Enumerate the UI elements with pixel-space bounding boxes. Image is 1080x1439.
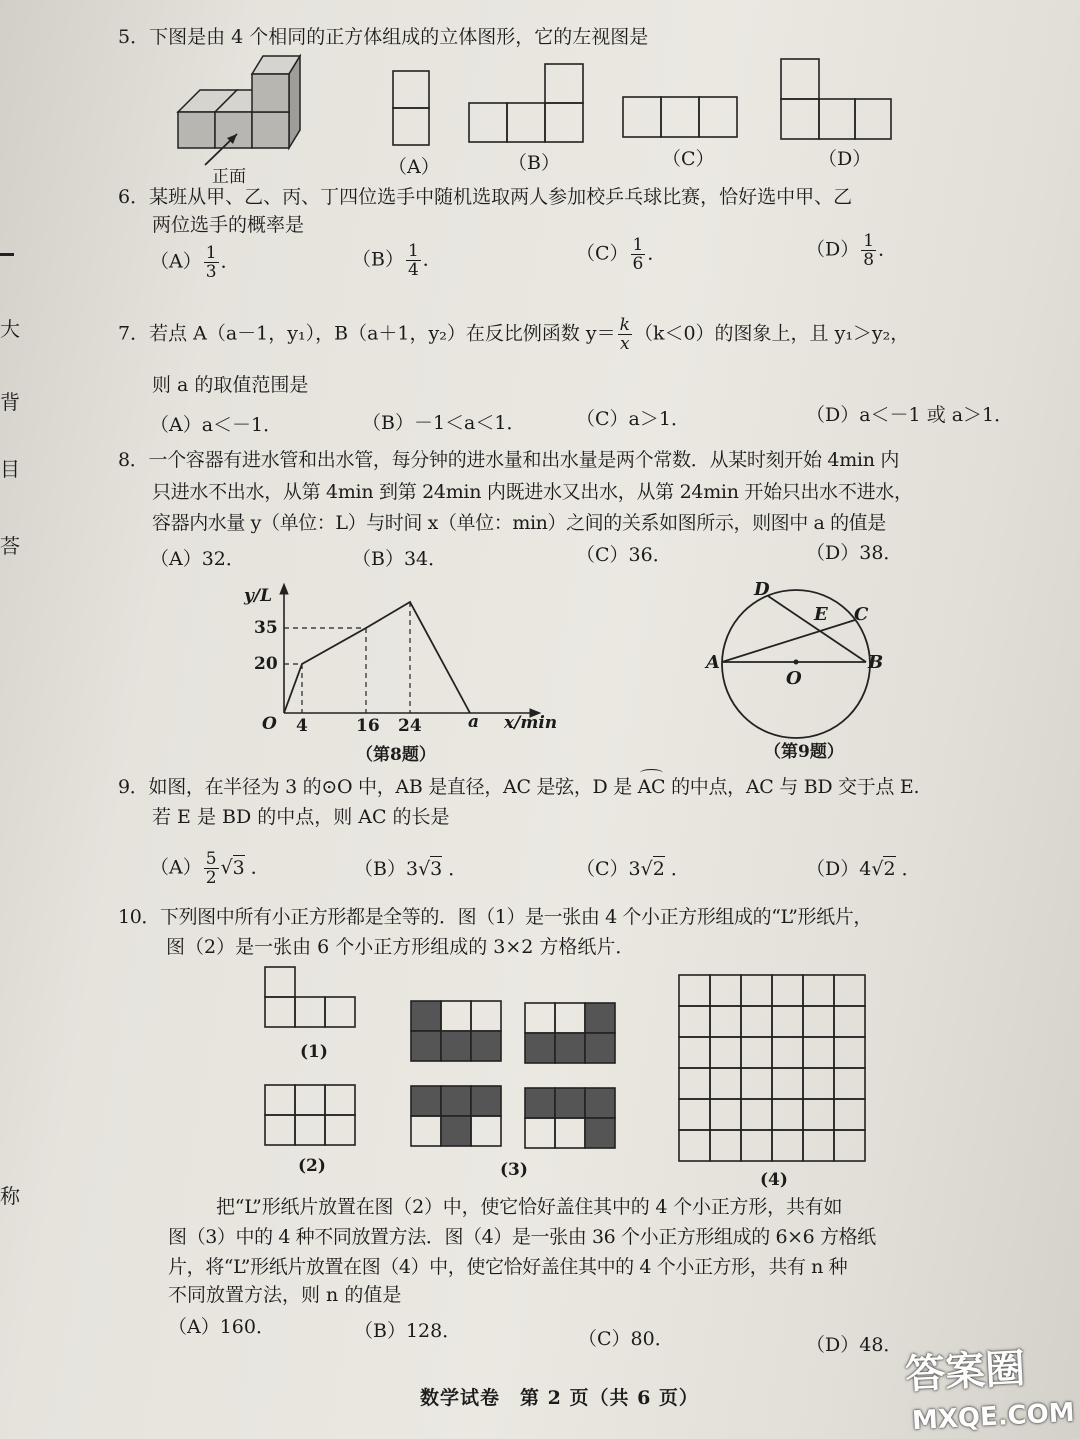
- numerator: 1: [407, 241, 419, 261]
- q9-point-c: C: [854, 604, 869, 625]
- grid-cell: [710, 975, 741, 1006]
- grid-cell: [803, 1068, 834, 1099]
- q10-option-c[interactable]: （C）80．: [578, 1328, 674, 1350]
- q8-option-a[interactable]: （A）32．: [150, 548, 245, 570]
- grid-cell: [834, 975, 865, 1006]
- margin-char: 荅: [0, 534, 20, 558]
- question-6-line2: 两位选手的概率是: [152, 214, 305, 236]
- option-label: （D）: [806, 238, 860, 261]
- radicand: 3: [232, 856, 245, 879]
- q8-xtick-a: a: [468, 712, 480, 732]
- grid-cell: [772, 1130, 803, 1161]
- q8-xlabel: x/min: [504, 713, 558, 733]
- q9-option-a[interactable]: （A） $\frac{5}{2}$ √3 ．: [150, 849, 270, 888]
- numerator: 1: [863, 231, 875, 251]
- radicand: 2: [883, 858, 896, 880]
- numerator: 1: [205, 243, 217, 263]
- question-7-line2: 则 a 的取值范围是: [152, 374, 309, 396]
- denominator: 8: [863, 250, 875, 270]
- question-10-para3: 片，将“L”形纸片放置在图（4）中，使它恰好盖住其中的 4 个小正方形，共有 n 种: [168, 1256, 848, 1278]
- grid-cell: [834, 1037, 865, 1068]
- q7-option-a[interactable]: （A）a＜－1．: [150, 414, 283, 436]
- denominator: 4: [407, 260, 419, 280]
- question-10-para1: 把“L”形纸片放置在图（2）中，使它恰好盖住其中的 4 个小正方形，共有如: [216, 1196, 843, 1218]
- grid-cell: [772, 1006, 803, 1037]
- grid-cell: [741, 1130, 772, 1161]
- q10-option-d[interactable]: （D）48．: [806, 1334, 903, 1356]
- grid-cell: [803, 975, 834, 1006]
- q5-option-b-figure: [468, 62, 586, 146]
- q10-option-b[interactable]: （B）128．: [354, 1320, 462, 1342]
- grid-cell: [772, 1099, 803, 1130]
- q10-fig2-label: (2): [298, 1156, 326, 1176]
- watermark-url: MXQE.COM: [911, 1397, 1076, 1437]
- grid-cell: [803, 1130, 834, 1161]
- option-label: （A）: [150, 856, 202, 879]
- radicand: 3: [430, 858, 443, 880]
- fraction: [861, 232, 876, 269]
- margin-line: [0, 253, 14, 256]
- grid-cell: [679, 1099, 710, 1130]
- question-8-line2: 只进水不出水，从第 4min 到第 24min 内既进水又出水，从第 24min 开始只出水不进水，: [152, 481, 913, 503]
- q5-option-c[interactable]: （C）: [662, 148, 715, 170]
- q6-option-c[interactable]: （C） $\frac{1}{6}$ ．: [576, 235, 667, 274]
- question-10-line2: 图（2）是一张由 6 个小正方形组成的 3×2 方格纸片．: [166, 936, 635, 958]
- margin-char: 背: [0, 390, 20, 414]
- coefficient: 4: [859, 858, 872, 880]
- grid-cell: [710, 1068, 741, 1099]
- q10-fig1-label: (1): [300, 1042, 328, 1062]
- option-label: （A）: [150, 250, 202, 273]
- numerator: 5: [205, 849, 217, 869]
- denominator: x: [619, 334, 630, 354]
- margin-char: 大: [0, 317, 20, 341]
- page-footer: 数学试卷 第 2 页（共 6 页）: [420, 1387, 699, 1409]
- q8-origin: O: [262, 714, 277, 734]
- q8-ytick-20: 20: [254, 654, 278, 674]
- q10-fig3-placements: [410, 1000, 620, 1150]
- denominator: 2: [205, 868, 217, 888]
- q10-fig3-label: (3): [500, 1160, 528, 1180]
- q9-point-o: O: [786, 668, 802, 689]
- grid-cell: [679, 1068, 710, 1099]
- q5-option-d[interactable]: （D）: [818, 148, 872, 170]
- option-label: （B）: [354, 858, 406, 880]
- q9-point-b: B: [868, 652, 884, 673]
- grid-cell: [803, 1006, 834, 1037]
- q9-text-b: 的中点，AC 与 BD 交于点 E.: [671, 776, 920, 798]
- denominator: 3: [205, 262, 217, 282]
- question-7-line1: [118, 316, 909, 353]
- q5-option-b[interactable]: （B）: [508, 152, 560, 174]
- margin-char: 称: [0, 1184, 20, 1208]
- q9-option-d[interactable]: （D）4√2 ．: [806, 858, 921, 880]
- fraction: [204, 244, 219, 281]
- grid-cell: [834, 1068, 865, 1099]
- grid-cell: [741, 1068, 772, 1099]
- grid-cell: [803, 1037, 834, 1068]
- numerator: 1: [632, 235, 644, 255]
- q6-option-a[interactable]: （A） $\frac{1}{3}$ ．: [150, 243, 240, 282]
- question-6-line1: 6．某班从甲、乙、丙、丁四位选手中随机选取两人参加校乒乓球比赛，恰好选中甲、乙: [118, 186, 853, 208]
- front-label: 正面: [212, 167, 246, 187]
- radicand: 2: [652, 858, 665, 880]
- q7-option-c[interactable]: （C）a＞1．: [576, 408, 690, 430]
- grid-cell: [834, 1006, 865, 1037]
- q7-text-a: 7．若点 A（a－1，y₁），B（a＋1，y₂）在反比例函数 y＝: [118, 322, 616, 345]
- q8-option-d[interactable]: （D）38．: [806, 542, 903, 564]
- option-label: （D）: [806, 858, 860, 880]
- numerator: k: [619, 315, 630, 335]
- watermark-logo: 答案圈: [904, 1345, 1027, 1399]
- arc-ac: AC: [638, 772, 666, 802]
- grid-cell: [741, 1037, 772, 1068]
- grid-cell: [803, 1099, 834, 1130]
- question-9-line1: [118, 772, 919, 802]
- question-8-line1: 8．一个容器有进水管和出水管，每分钟的进水量和出水量是两个常数．从某时刻开始 4min 内: [118, 449, 900, 471]
- coefficient: 3: [628, 858, 641, 880]
- fraction: [204, 850, 219, 887]
- grid-cell: [741, 1099, 772, 1130]
- grid-cell: [741, 1006, 772, 1037]
- grid-cell: [679, 1130, 710, 1161]
- q10-fig4-label: (4): [760, 1170, 788, 1190]
- denominator: 6: [632, 254, 644, 274]
- grid-cell: [772, 1068, 803, 1099]
- q5-option-d-figure: [780, 58, 896, 144]
- q8-option-c[interactable]: （C）36．: [576, 544, 672, 566]
- grid-cell: [772, 1037, 803, 1068]
- option-label: （C）: [576, 242, 629, 265]
- question-10-para2: 图（3）中的 4 种不同放置方法．图（4）是一张由 36 个小正方形组成的 6×6 方格纸: [168, 1226, 876, 1248]
- option-label: （C）: [576, 858, 629, 880]
- question-5-text: 5．下图是由 4 个相同的正方体组成的立体图形，它的左视图是: [118, 26, 649, 48]
- q8-option-b[interactable]: （B）34．: [352, 548, 448, 570]
- fraction-k-over-x: [618, 316, 632, 353]
- option-label: （B）: [352, 248, 404, 271]
- q5-option-c-figure: [622, 96, 742, 140]
- q8-xtick-4: 4: [296, 716, 308, 736]
- grid-cell: [710, 1037, 741, 1068]
- q8-xtick-16: 16: [356, 716, 380, 736]
- fraction: [631, 236, 646, 273]
- q10-fig1-l-shape: [264, 966, 358, 1030]
- q8-ylabel: y/L: [244, 586, 273, 606]
- q9-point-d: D: [754, 579, 770, 600]
- q7-text-b: （k＜0）的图象上，且 y₁＞y₂，: [633, 322, 910, 345]
- q9-point-e: E: [814, 604, 828, 625]
- q10-option-a[interactable]: （A）160．: [168, 1316, 275, 1338]
- question-9-line2: 若 E 是 BD 的中点，则 AC 的长是: [152, 806, 450, 828]
- q5-option-a-figure: [392, 70, 432, 150]
- q7-option-b[interactable]: （B）－1＜a＜1．: [362, 412, 526, 434]
- q9-text-a: 9．如图，在半径为 3 的⊙O 中，AB 是直径，AC 是弦，D 是: [118, 776, 632, 798]
- grid-cell: [741, 975, 772, 1006]
- question-8-line3: 容器内水量 y（单位：L）与时间 x（单位：min）之间的关系如图所示，则图中 a 的值是: [152, 512, 886, 534]
- grid-cell: [772, 975, 803, 1006]
- grid-cell: [710, 1006, 741, 1037]
- q10-fig2-grid: [264, 1084, 358, 1148]
- grid-cell: [834, 1099, 865, 1130]
- q6-option-d[interactable]: （D） $\frac{1}{8}$ ．: [806, 231, 898, 270]
- grid-cell: [679, 1037, 710, 1068]
- q8-caption: （第8题）: [356, 745, 436, 765]
- q9-point-a: A: [706, 652, 720, 673]
- question-10-para4: 不同放置方法，则 n 的值是: [168, 1284, 402, 1306]
- q8-xtick-24: 24: [398, 716, 422, 736]
- q5-option-a[interactable]: （A）: [388, 156, 440, 178]
- question-10-line1: 10．下列图中所有小正方形都是全等的．图（1）是一张由 4 个小正方形组成的“L”形纸片，: [118, 906, 872, 928]
- coefficient: 3: [405, 858, 419, 880]
- fraction: [406, 242, 421, 279]
- q6-option-b[interactable]: （B） $\frac{1}{4}$ ．: [352, 241, 442, 280]
- q10-fig4-grid: [678, 974, 868, 1166]
- grid-cell: [834, 1130, 865, 1161]
- grid-cell: [679, 975, 710, 1006]
- grid-cell: [710, 1130, 741, 1161]
- q8-ytick-35: 35: [254, 618, 278, 638]
- q9-caption: （第9题）: [764, 742, 844, 762]
- grid-cell: [679, 1006, 710, 1037]
- q9-option-c[interactable]: （C）3√2 ．: [576, 858, 690, 880]
- q7-option-d[interactable]: （D）a＜－1 或 a＞1．: [806, 404, 1014, 426]
- q9-option-b[interactable]: （B）3√3 ．: [354, 858, 468, 880]
- margin-char: 目: [0, 457, 20, 481]
- grid-cell: [710, 1099, 741, 1130]
